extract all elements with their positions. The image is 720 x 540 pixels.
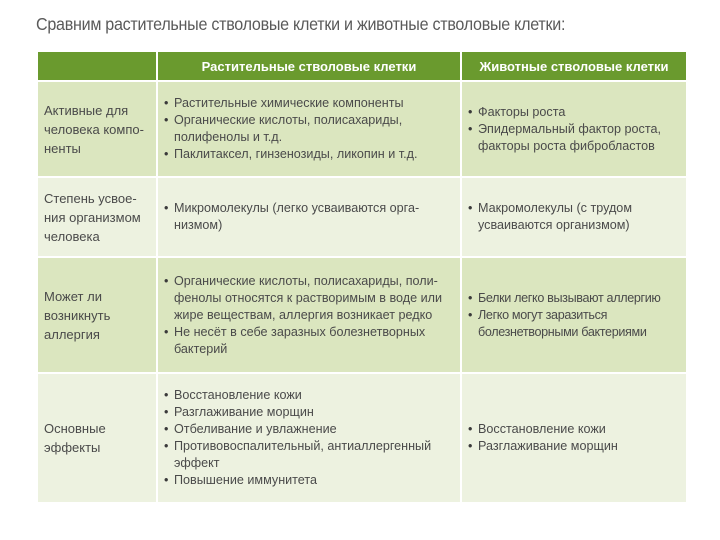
table-row <box>38 258 686 372</box>
list-item: • Восстановление кожи <box>468 421 680 438</box>
list-item: • Микромолекулы (легко усваиваются орга-низмом) <box>164 200 454 234</box>
row-label: Основные эффекты <box>38 374 156 502</box>
list-item: • Макромолекулы (с трудом усваиваются организмом) <box>468 200 680 234</box>
row-label: Активные для человека компо-ненты <box>38 82 156 176</box>
plant-cell <box>158 374 460 502</box>
list-item: • Разглаживание морщин <box>468 438 680 455</box>
plant-cell <box>158 258 460 372</box>
list-item: • Эпидермальный фактор роста, факторы роста фибробластов <box>468 121 680 155</box>
table-row <box>38 178 686 256</box>
comparison-table <box>36 50 688 504</box>
list-item: • Органические кислоты, полисахариды, поли-фенолы относятся к растворимым в воде или жире веществам, аллергия возникает редко <box>164 273 454 324</box>
animal-cell <box>462 82 686 176</box>
plant-cell <box>158 178 460 256</box>
table-row <box>38 374 686 502</box>
table-header-row <box>38 52 686 80</box>
animal-cell <box>462 258 686 372</box>
list-item: • Противовоспалительный, антиаллергенный эффект <box>164 438 454 472</box>
row-label: Может ли возникнуть аллергия <box>38 258 156 372</box>
list-item: • Повышение иммунитета <box>164 472 454 489</box>
header-plant-stem-cells: Растительные стволовые клетки <box>158 52 460 80</box>
list-item: • Белки легко вызывают аллергию <box>468 290 680 307</box>
plant-cell <box>158 82 460 176</box>
header-animal-stem-cells: Животные стволовые клетки <box>462 52 686 80</box>
table-row <box>38 82 686 176</box>
animal-cell <box>462 178 686 256</box>
list-item: • Не несёт в себе заразных болезнетворных бактерий <box>164 324 454 358</box>
list-item: • Факторы роста <box>468 104 680 121</box>
list-item: • Отбеливание и увлажнение <box>164 421 454 438</box>
list-item: • Легко могут заразиться болезнетворными бактериями <box>468 307 680 341</box>
list-item: • Паклитаксел, гинзенозиды, ликопин и т.д. <box>164 146 454 163</box>
list-item: • Органические кислоты, полисахариды, полифенолы и т.д. <box>164 112 454 146</box>
list-item: • Восстановление кожи <box>164 387 454 404</box>
list-item: • Растительные химические компоненты <box>164 95 454 112</box>
page-title: Сравним растительные стволовые клетки и животные стволовые клетки: <box>36 14 566 34</box>
list-item: • Разглаживание морщин <box>164 404 454 421</box>
row-label: Степень усвое-ния организмом человека <box>38 178 156 256</box>
header-empty-cell <box>38 52 156 80</box>
animal-cell <box>462 374 686 502</box>
